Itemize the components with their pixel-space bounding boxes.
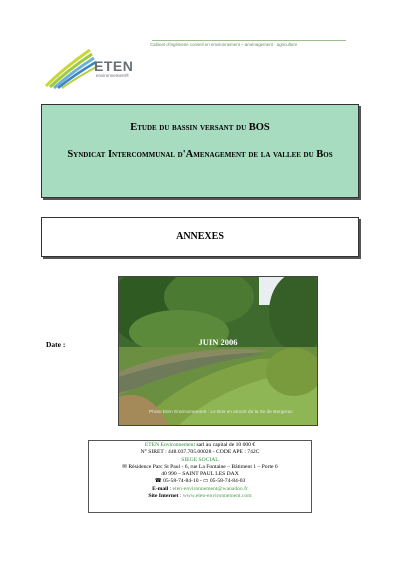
annexes-box xyxy=(41,217,359,257)
date-value: JUIN 2006 xyxy=(198,337,238,347)
email-label: E-mail xyxy=(152,485,169,492)
address: Résidence Parc St Paul - 6, rue La Fontaine – Bâtiment 1 – Porte 6 xyxy=(128,463,278,470)
site-link[interactable]: www.eten-environnement.com xyxy=(182,493,252,500)
fax-icon: ▭ xyxy=(203,478,209,485)
river-photo-image xyxy=(119,277,317,425)
company-footer xyxy=(88,440,312,513)
photo-caption: Photo Eten Environnement : Le Bos en amont de la rte de Bergerac xyxy=(149,410,293,415)
logo-name: ETEN xyxy=(94,58,134,74)
footer-phone-line xyxy=(89,478,311,485)
siege-social-label: SIEGE SOCIAL xyxy=(181,456,219,463)
header-rule xyxy=(152,40,346,41)
site-label: Site Internet xyxy=(148,493,179,500)
river-photo xyxy=(118,276,318,426)
city: 40 990 – SAINT PAUL LES DAX xyxy=(161,471,239,478)
annexes-label: ANNEXES xyxy=(176,231,224,242)
siret: N° SIRET : 448.037.705.00028 - CODE APE : 742C xyxy=(140,449,260,456)
fax: 05-58-74-84-03 xyxy=(209,478,246,485)
phone-icon: ☎ xyxy=(154,478,162,485)
footer-address-line xyxy=(89,464,311,471)
email-link[interactable]: eten-environnement@wanadoo.fr xyxy=(172,485,248,492)
logo-subtitle: environnement® xyxy=(96,73,130,78)
date-label: Date : xyxy=(46,340,66,349)
phone: 05-58-74-84-10 - xyxy=(163,478,204,485)
company-name: ETEN Environnement xyxy=(144,442,196,448)
title-box xyxy=(41,104,359,198)
header-tagline: Cabinet d'ingénierie conseil en environnement – aménagement · agriculture xyxy=(150,42,298,47)
footer-site-line: Site Internet : www.eten-environnement.com xyxy=(148,493,252,500)
envelope-icon: ✉ xyxy=(122,463,127,470)
footer-email-line: E-mail : eten-environnement@wanadoo.fr xyxy=(152,485,248,492)
syndicate-title: Syndicat Intercommunal d'Amenagement de la vallee du Bos xyxy=(67,149,333,160)
company-capital: sarl au capital de 10 000 € xyxy=(196,442,256,448)
study-title: Etude du bassin versant du BOS xyxy=(130,122,270,133)
